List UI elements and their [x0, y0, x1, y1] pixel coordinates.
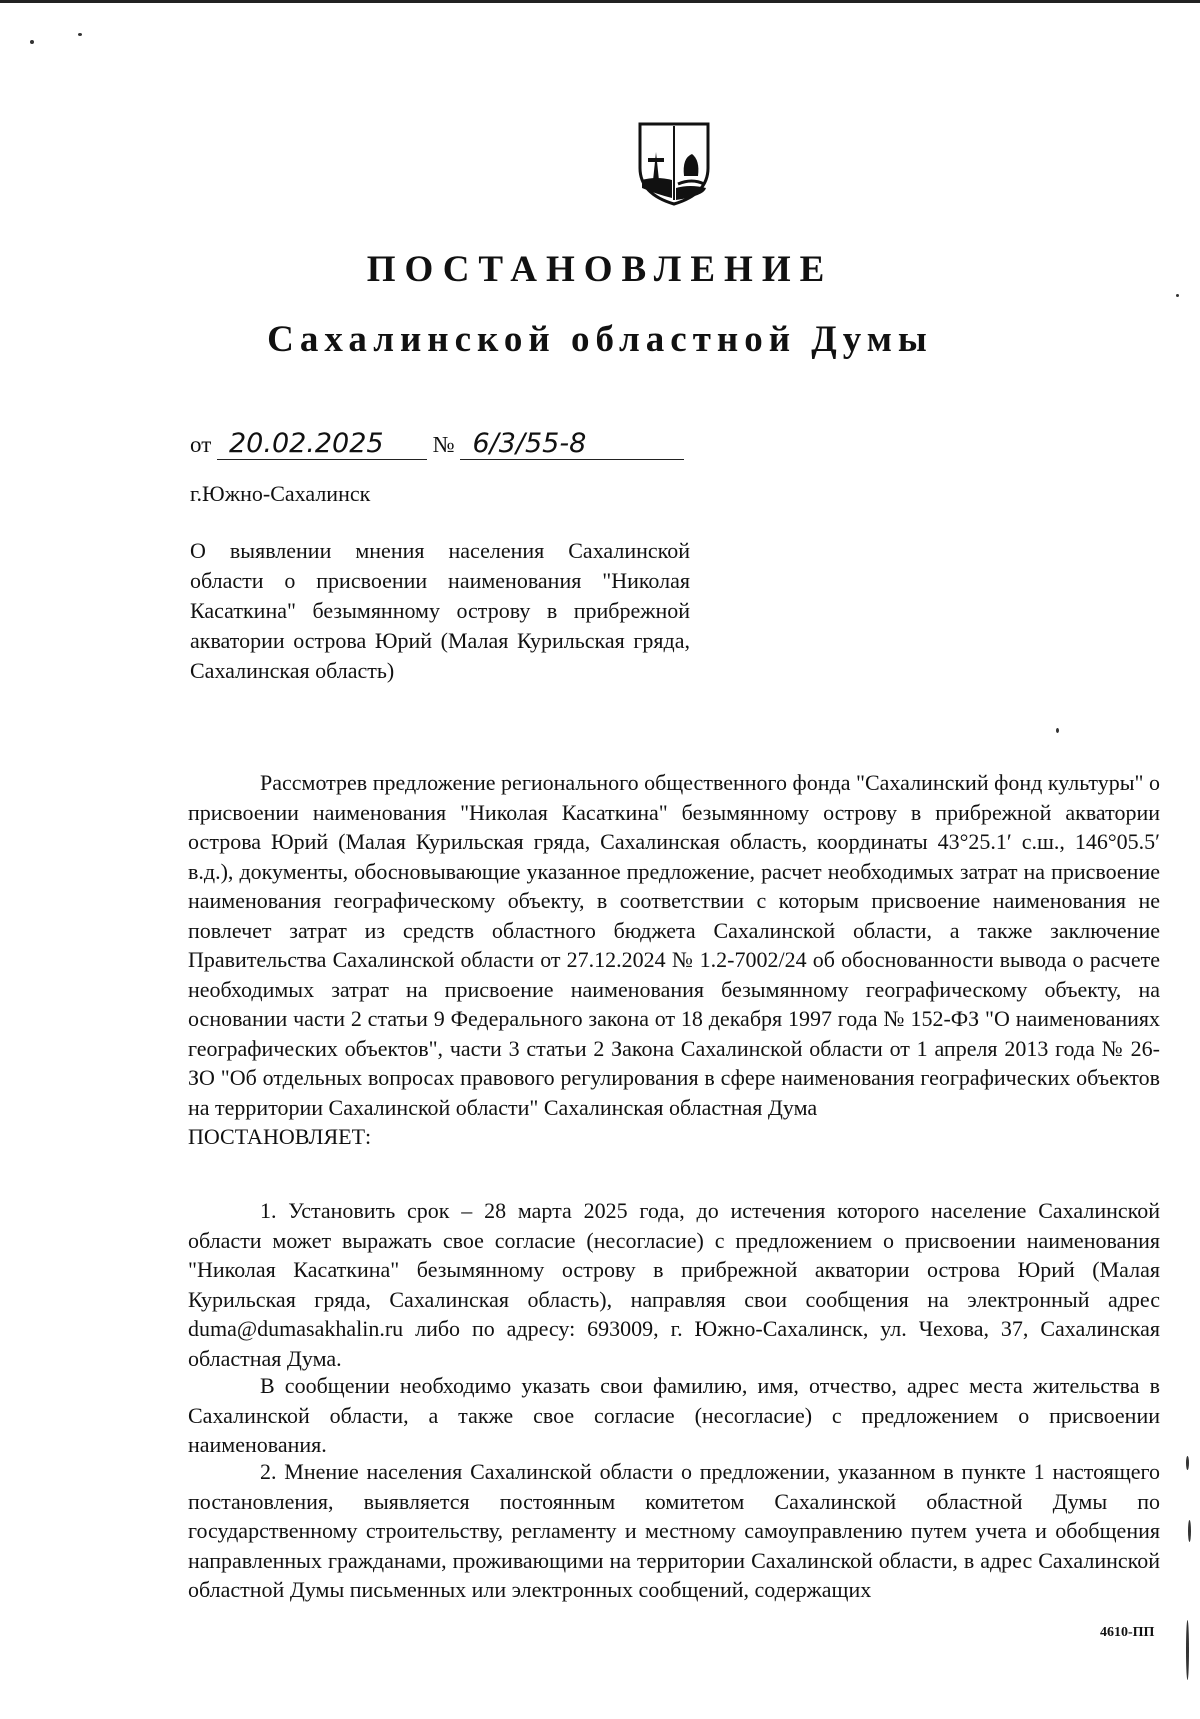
scan-speck: [1186, 1620, 1189, 1680]
handwritten-number: 6/3/55-8: [460, 428, 684, 460]
item-1-paragraph: 1. Установить срок – 28 марта 2025 года, до истечения которого население Сахалинской области может выражать свое согласие (несогласие) с предложением о присвоении наименования "Николая Касаткина" безымянному острову в прибрежной акватории острова Юрий (Малая Курильская гряда, Сахалинская область), направляя свои сообщения на электронный адрес duma@dumasakhalin.ru либо по адресу: 693009, г. Южно-Сахалинск, ул. Чехова, 37, Сахалинская областная Дума.: [188, 1198, 1160, 1371]
scan-speck: [1188, 1520, 1191, 1542]
date-prefix: от: [190, 432, 212, 457]
scan-speck: [30, 40, 34, 44]
document-title: ПОСТАНОВЛЕНИЕ: [366, 249, 834, 290]
preamble-paragraph: [188, 768, 1160, 1152]
scan-speck: [1176, 294, 1179, 297]
number-prefix: №: [432, 432, 455, 457]
scan-speck: [78, 33, 82, 36]
scan-speck: [1186, 1456, 1189, 1470]
preamble-text: Рассмотрев предложение регионального общественного фонда "Сахалинский фонд культуры" о присвоении наименования "Николая Касаткина" безымянному острову в прибрежной акватории острова Юрий (Малая Курильская гряда, Сахалинская область, координаты 43°25.1′ с.ш., 146°05.5′ в.д.), документы, обосновывающие указанное предложение, расчет необходимых затрат на присвоение наименования географическому объекту, в соответствии с которым присвоение наименования не повлечет затрат из средств областного бюджета Сахалинской области, а также заключение Правительства Сахалинской области от 27.12.2024 № 1.2-7002/24 об обоснованности вывода о расчете необходимых затрат на присвоение наименования безымянному географическому объекту, на основании части 2 статьи 9 Федерального закона от 18 декабря 1997 года № 152-ФЗ "О наименованиях географических объектов", части 3 статьи 2 Закона Сахалинской области от 1 апреля 2013 года № 26-ЗО "Об отдельных вопросах правового регулирования в сфере наименования географических объектов на территории Сахалинской области" Сахалинская областная Дума: [188, 770, 1160, 1120]
document-issuer: Сахалинской областной Думы: [267, 319, 933, 360]
scan-top-edge: [0, 0, 1200, 3]
footer-code: 4610-ПП: [1100, 1625, 1155, 1640]
issue-city: г.Южно-Сахалинск: [190, 481, 371, 506]
coat-of-arms-emblem: [634, 118, 714, 206]
item-2-paragraph: 2. Мнение населения Сахалинской области о предложении, указанном в пункте 1 настоящего постановления, выявляется постоянным комитетом Сахалинской областной Думы по государственному строительству, регламенту и местному самоуправлению путем учета и обобщения направленных гражданами, проживающими на территории Сахалинской области, в адрес Сахалинской областной Думы письменных или электронных сообщений, содержащих: [188, 1459, 1160, 1602]
item-1-note-paragraph: В сообщении необходимо указать свои фамилию, имя, отчество, адрес места жительства в Сахалинской области, а также свое согласие (несогласие) с предложением о присвоении наименования.: [188, 1373, 1160, 1457]
document-subject: О выявлении мнения населения Сахалинской области о присвоении наименования "Николая Касаткина" безымянному острову в прибрежной акватории острова Юрий (Малая Курильская гряда, Сахалинская область): [190, 538, 690, 683]
handwritten-date: 20.02.2025: [217, 428, 427, 460]
decree-word: ПОСТАНОВЛЯЕТ:: [188, 1124, 372, 1149]
scan-speck: [1056, 728, 1059, 733]
date-number-line: [190, 428, 684, 460]
